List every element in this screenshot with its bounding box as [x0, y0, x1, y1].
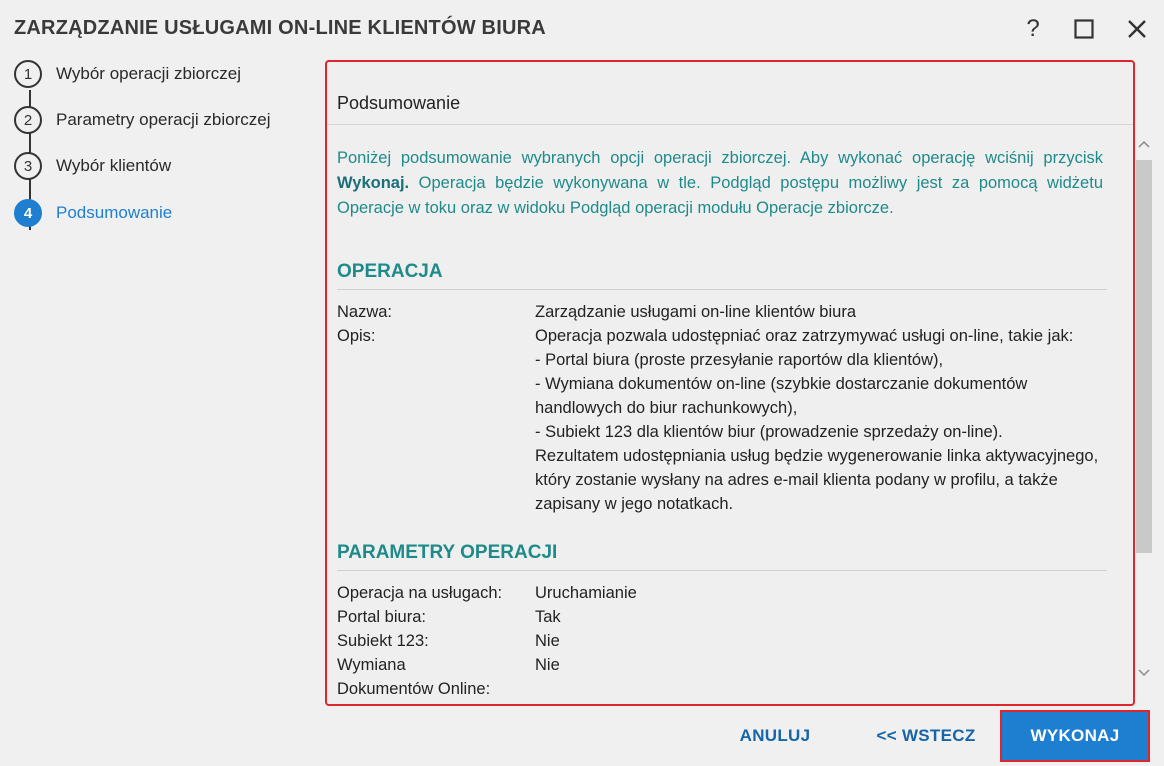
- scroll-down-arrow[interactable]: [1134, 665, 1154, 683]
- step-number: 3: [14, 152, 42, 180]
- summary-header: [327, 62, 1133, 125]
- params-section-title: PARAMETRY OPERACJI: [337, 542, 1107, 571]
- param-label: Subiekt 123:: [337, 632, 429, 650]
- desc-label: Opis:: [337, 327, 376, 345]
- step-number: 4: [14, 199, 42, 227]
- param-row: [337, 653, 1103, 677]
- param-value: Uruchamianie: [535, 584, 637, 602]
- content-scrollbar[interactable]: [1134, 138, 1154, 683]
- desc-line: - Wymiana dokumentów on-line (szybkie dostarczanie dokumentów handlowych do biur rachunkowych),: [535, 375, 1028, 417]
- cancel-button[interactable]: ANULUJ: [739, 726, 811, 745]
- desc-line: Rezultatem udostępniania usług będzie wygenerowanie linka aktywacyjnego, który zostanie wysłany na adres e-mail klienta podany w profilu, a także zapisany w jego notatkach.: [535, 447, 1099, 513]
- back-button[interactable]: << WSTECZ: [876, 726, 976, 745]
- intro-text-end: Operacja będzie wykonywana w tle. Podgląd postępu możliwy jest za pomocą widżetu Operacje w toku oraz w widoku Podgląd operacji modułu Operacje zbiorcze.: [337, 174, 1103, 217]
- step-label: Wybór operacji zbiorczej: [56, 64, 242, 83]
- name-label: Nazwa:: [337, 303, 393, 321]
- help-button[interactable]: ?: [1026, 15, 1040, 42]
- chevron-up-icon: [1137, 138, 1151, 152]
- step-label: Podsumowanie: [56, 203, 173, 222]
- maximize-button[interactable]: [1069, 14, 1099, 44]
- scroll-thumb[interactable]: [1136, 160, 1152, 553]
- intro-bold-text: Wykonaj.: [337, 174, 410, 192]
- param-value: Nie: [535, 656, 560, 674]
- step-label: Parametry operacji zbiorczej: [56, 110, 271, 129]
- param-value: [535, 677, 1103, 701]
- summary-title: Podsumowanie: [337, 93, 461, 113]
- close-button[interactable]: [1122, 14, 1152, 44]
- param-label: Operacja na usługach:: [337, 584, 503, 602]
- step-4[interactable]: [14, 197, 172, 229]
- step-2[interactable]: [14, 104, 270, 136]
- scroll-up-arrow[interactable]: [1134, 138, 1154, 156]
- param-row: [337, 605, 1103, 629]
- chevron-down-icon: [1137, 665, 1151, 679]
- execute-button[interactable]: WYKONAJ: [1000, 710, 1150, 762]
- intro-text: Poniżej podsumowanie wybranych opcji operacji zbiorczej. Aby wykonać operację wciśnij przycisk: [337, 149, 1103, 167]
- param-label: Wymiana: [337, 656, 406, 674]
- step-label: Wybór klientów: [56, 156, 172, 175]
- desc-line: - Portal biura (proste przesyłanie raportów dla klientów),: [535, 351, 944, 369]
- param-label: Portal biura:: [337, 608, 426, 626]
- operation-name-row: [337, 300, 1103, 324]
- step-number: 1: [14, 60, 42, 88]
- params-details: [337, 581, 1103, 701]
- summary-intro: [337, 146, 1103, 221]
- param-row: [337, 581, 1103, 605]
- desc-line: Operacja pozwala udostępniać oraz zatrzymywać usługi on-line, takie jak:: [535, 327, 1074, 345]
- title-bar: [0, 0, 1164, 58]
- operation-details: [337, 300, 1103, 516]
- operation-desc-row: [337, 324, 1103, 516]
- param-row: [337, 677, 1103, 701]
- close-icon: [1127, 19, 1147, 39]
- name-value: Zarządzanie usługami on-line klientów biura: [535, 303, 857, 321]
- maximize-icon: [1074, 19, 1094, 39]
- operation-section-title: OPERACJA: [337, 261, 1107, 290]
- window-title: ZARZĄDZANIE USŁUGAMI ON-LINE KLIENTÓW BIURA: [14, 17, 546, 39]
- summary-content: [337, 146, 1103, 701]
- param-label: Dokumentów Online:: [337, 680, 491, 698]
- step-3[interactable]: [14, 150, 171, 182]
- desc-value: [535, 324, 1103, 516]
- wizard-steps: [14, 60, 314, 260]
- desc-line: - Subiekt 123 dla klientów biur (prowadzenie sprzedaży on-line).: [535, 423, 1003, 441]
- param-value: Tak: [535, 608, 561, 626]
- step-1[interactable]: [14, 58, 241, 90]
- param-value: Nie: [535, 632, 560, 650]
- param-row: [337, 629, 1103, 653]
- step-number: 2: [14, 106, 42, 134]
- summary-panel: [325, 60, 1135, 706]
